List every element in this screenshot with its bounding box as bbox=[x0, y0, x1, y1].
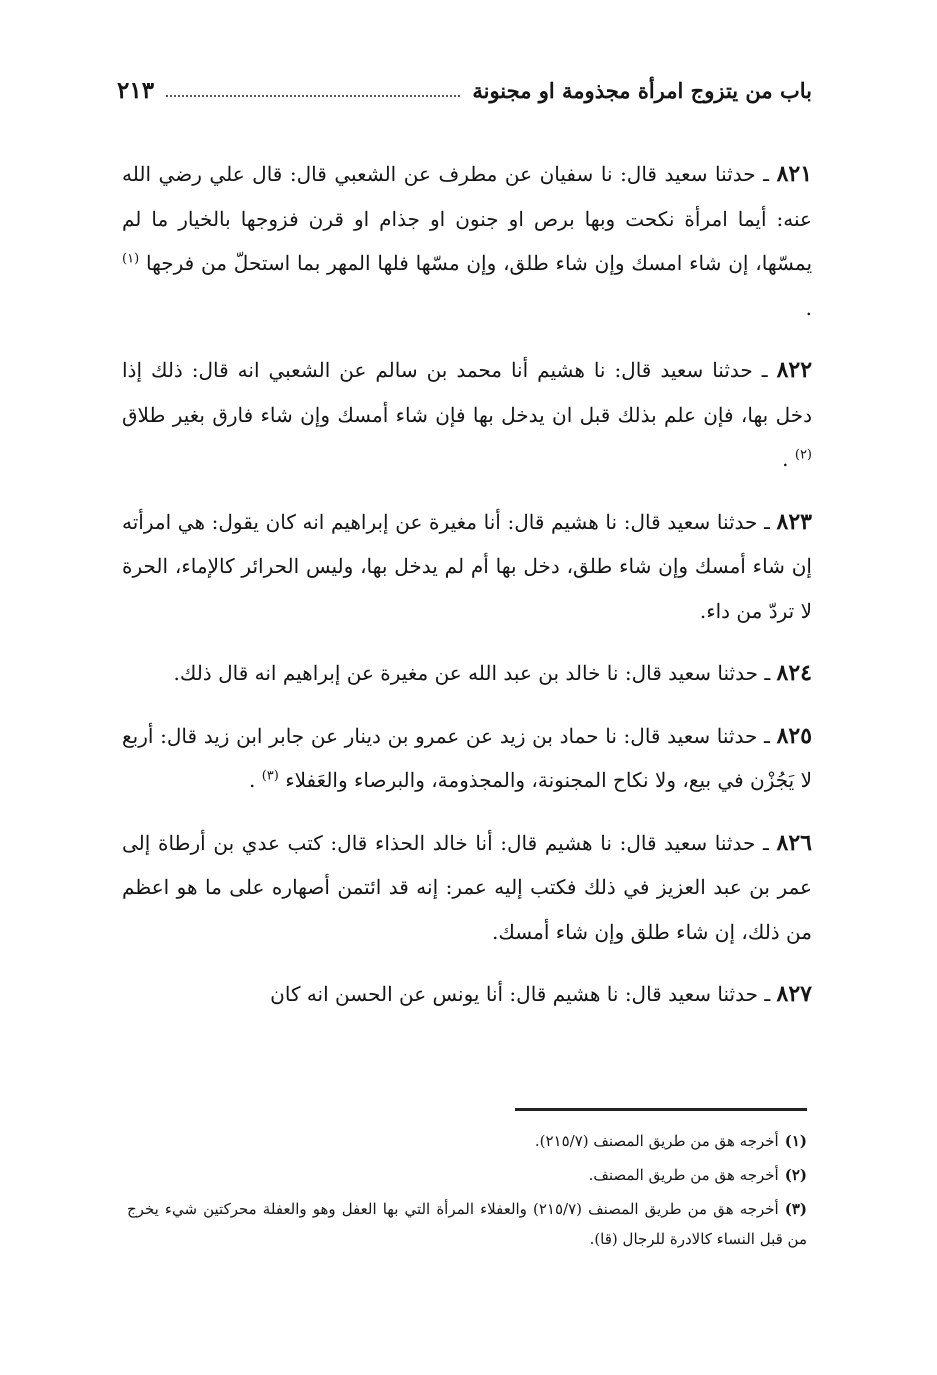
entry-end: . bbox=[249, 768, 256, 792]
body-text bbox=[122, 152, 812, 1035]
entry-text: حدثنا سعيد قال: نا هشيم قال: أنا خالد الحذاء قال: كتب عدي بن أرطاة إلى عمر بن عبد العزيز في ذلك فكتب إليه عمر: إنه قد ائتمن أصهاره على ما هو اعظم من ذلك، إن شاء طلق وإن شاء أمسك. bbox=[122, 830, 812, 944]
hadith-entry-821 bbox=[122, 152, 812, 330]
hadith-entry-827 bbox=[122, 972, 812, 1017]
entry-dash: ـ bbox=[761, 358, 768, 382]
footnotes bbox=[127, 1126, 807, 1258]
hadith-entry-822 bbox=[122, 348, 812, 482]
footnote-ref: (٣) bbox=[261, 768, 279, 784]
entry-dash: ـ bbox=[764, 723, 770, 748]
footnote-number: (١) bbox=[784, 1132, 807, 1150]
entry-dash: ـ bbox=[763, 830, 769, 855]
hadith-entry-826 bbox=[122, 821, 812, 955]
footnote-text: أخرجه هق من طريق المصنف (٢١٥/٧). bbox=[534, 1132, 779, 1150]
entry-text: حدثنا سعيد قال: نا حماد بن زيد عن عمرو بن دينار عن جابر ابن زيد قال: أربع لا يَجُزْن في بيع، ولا نكاح المجنونة، والمجذومة، والبرصاء والعَفلاء bbox=[122, 723, 812, 792]
entry-end: . bbox=[805, 295, 812, 320]
entry-number: ٨٢٣ bbox=[776, 508, 812, 535]
entry-dash: ـ bbox=[763, 162, 770, 186]
footnote-separator bbox=[515, 1108, 807, 1111]
entry-number: ٨٢٥ bbox=[776, 722, 813, 749]
entry-number: ٨٢٤ bbox=[776, 660, 812, 686]
hadith-entry-824 bbox=[122, 651, 812, 696]
entry-dash: ـ bbox=[764, 982, 771, 1006]
footnote-3 bbox=[127, 1194, 807, 1254]
entry-number: ٨٢٧ bbox=[776, 981, 812, 1007]
footnote-text: أخرجه هق من طريق المصنف (٢١٥/٧) والعفلاء المرأة التي بها العفل وهو والعفلة محركتين شيء يخرج من قبل النساء كالادرة للرجال (قا). bbox=[127, 1200, 807, 1248]
entry-text: حدثنا سعيد قال: نا خالد بن عبد الله عن مغيرة عن إبراهيم انه قال ذلك. bbox=[173, 661, 758, 685]
hadith-entry-823 bbox=[122, 500, 812, 634]
entry-dash: ـ bbox=[764, 661, 771, 685]
entry-number: ٨٢٢ bbox=[776, 357, 813, 383]
entry-text: حدثنا سعيد قال: نا هشيم قال: أنا يونس عن الحسن انه كان bbox=[270, 982, 758, 1006]
entry-end: . bbox=[782, 447, 789, 471]
chapter-title: باب من يتزوج امرأة مجذومة او مجنونة bbox=[472, 77, 812, 103]
footnote-2 bbox=[127, 1160, 807, 1190]
entry-text: حدثنا سعيد قال: نا هشيم قال: أنا مغيرة عن إبراهيم انه كان يقول: هي امرأته إن شاء أمسك وإن شاء طلق، دخل بها أم لم يدخل بها، وليس الحرائر كالإماء، الحرة لا تردّ من داء. bbox=[122, 509, 812, 623]
page-number: ٢١٣ bbox=[117, 76, 155, 104]
footnote-number: (٣) bbox=[784, 1200, 808, 1218]
header-leader-dots bbox=[166, 95, 460, 97]
entry-text: حدثنا سعيد قال: نا هشيم أنا محمد بن سالم عن الشعبي انه قال: ذلك إذا دخل بها، فإن علم بذلك قبل ان يدخل بها فإن شاء أمسك وإن شاء فارق بغير طلاق bbox=[122, 358, 812, 427]
footnote-1 bbox=[127, 1126, 807, 1156]
footnote-number: (٢) bbox=[784, 1166, 807, 1184]
running-header bbox=[117, 70, 812, 110]
hadith-entry-825 bbox=[122, 714, 812, 803]
footnote-text: أخرجه هق من طريق المصنف. bbox=[588, 1166, 779, 1184]
footnote-ref: (١) bbox=[122, 251, 140, 267]
footnote-ref: (٢) bbox=[794, 447, 812, 463]
entry-number: ٨٢٦ bbox=[776, 829, 812, 856]
entry-dash: ـ bbox=[764, 509, 770, 534]
entry-text: حدثنا سعيد قال: نا سفيان عن مطرف عن الشعبي قال: قال علي رضي الله عنه: أيما امرأة نكحت وبها برص او جنون او جذام او قرن فزوجها بالخيار ما لم يمسّها، إن شاء امسك وإن شاء طلق، وإن مسّها فلها المهر بما استحلّ من فرجها bbox=[122, 162, 813, 275]
entry-number: ٨٢١ bbox=[776, 161, 813, 187]
